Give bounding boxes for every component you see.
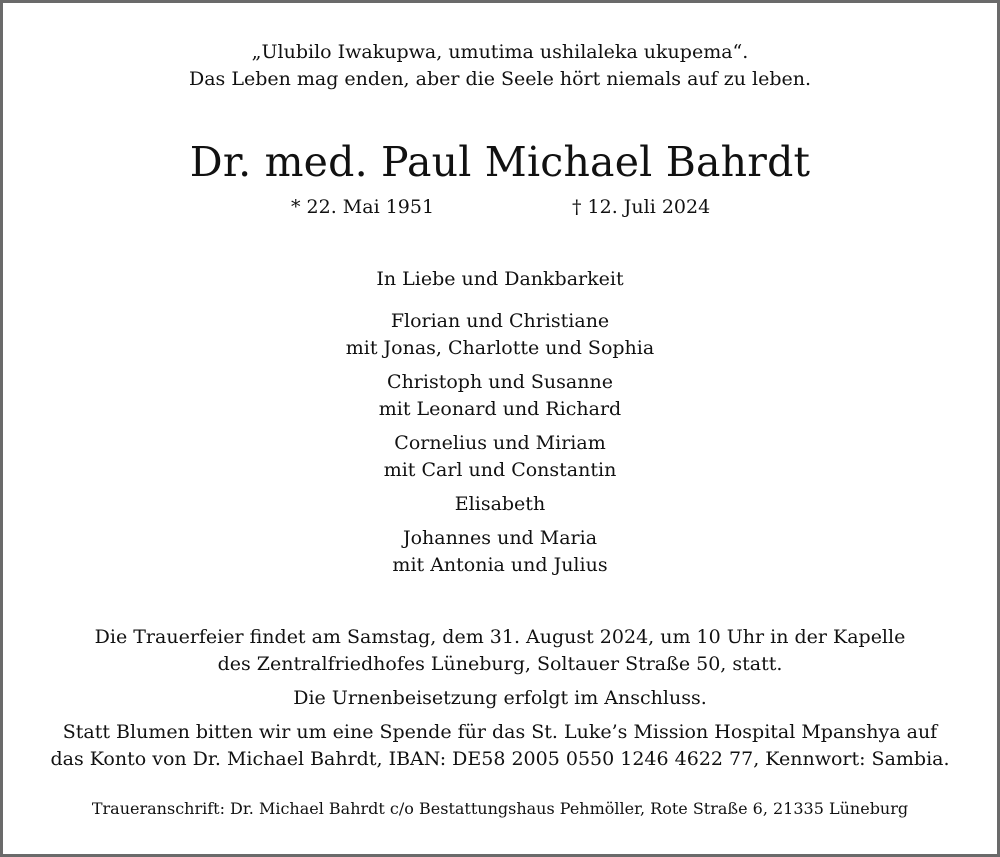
- family-children: mit Leonard und Richard: [378, 398, 622, 420]
- family-group: [3, 525, 997, 579]
- mourning-address: Traueranschrift: Dr. Michael Bahrdt c/o Bestattungshaus Pehmöller, Rote Straße 6, 21335 Lüneburg: [91, 799, 909, 818]
- family-couple: Christoph und Susanne: [387, 371, 613, 393]
- ceremony-line: Die Trauerfeier findet am Samstag, dem 31. August 2024, um 10 Uhr in der Kapelle: [94, 626, 906, 648]
- family-group: [3, 491, 997, 518]
- donation-line: Statt Blumen bitten wir um eine Spende für das St. Luke’s Mission Hospital Mpanshya auf: [62, 721, 938, 743]
- family-children: mit Jonas, Charlotte und Sophia: [345, 337, 655, 359]
- death-date: † 12. Juli 2024: [572, 196, 711, 218]
- burial-line: Die Urnenbeisetzung erfolgt im Anschluss.: [293, 687, 707, 709]
- burial-paragraph: [3, 685, 997, 712]
- family-group: [3, 369, 997, 423]
- donation-line: das Konto von Dr. Michael Bahrdt, IBAN: DE58 2005 0550 1246 4622 77, Kennwort: Sambia.: [50, 748, 950, 770]
- life-dates: [3, 193, 997, 221]
- family-list: [3, 308, 997, 586]
- family-couple: Florian und Christiane: [390, 310, 610, 332]
- family-intro: In Liebe und Dankbarkeit: [376, 268, 624, 290]
- donation-paragraph: [3, 719, 997, 773]
- ceremony-line: des Zentralfriedhofes Lüneburg, Soltauer Straße 50, statt.: [217, 653, 783, 675]
- family-group: [3, 430, 997, 484]
- quote-block: [3, 39, 997, 93]
- quote-line-zambian: „Ulubilo Iwakupwa, umutima ushilaleka ukupema“.: [251, 41, 749, 63]
- quote-line-german: Das Leben mag enden, aber die Seele hört niemals auf zu leben.: [188, 68, 812, 90]
- ceremony-paragraph: [3, 624, 997, 678]
- family-single: Elisabeth: [454, 493, 546, 515]
- family-children: mit Carl und Constantin: [383, 459, 617, 481]
- family-couple: Cornelius und Miriam: [394, 432, 606, 454]
- family-group: [3, 308, 997, 362]
- birth-date: * 22. Mai 1951: [291, 196, 435, 218]
- funeral-info: [3, 624, 997, 780]
- deceased-name: Dr. med. Paul Michael Bahrdt: [189, 138, 811, 186]
- family-children: mit Antonia und Julius: [392, 554, 608, 576]
- family-couple: Johannes und Maria: [402, 527, 598, 549]
